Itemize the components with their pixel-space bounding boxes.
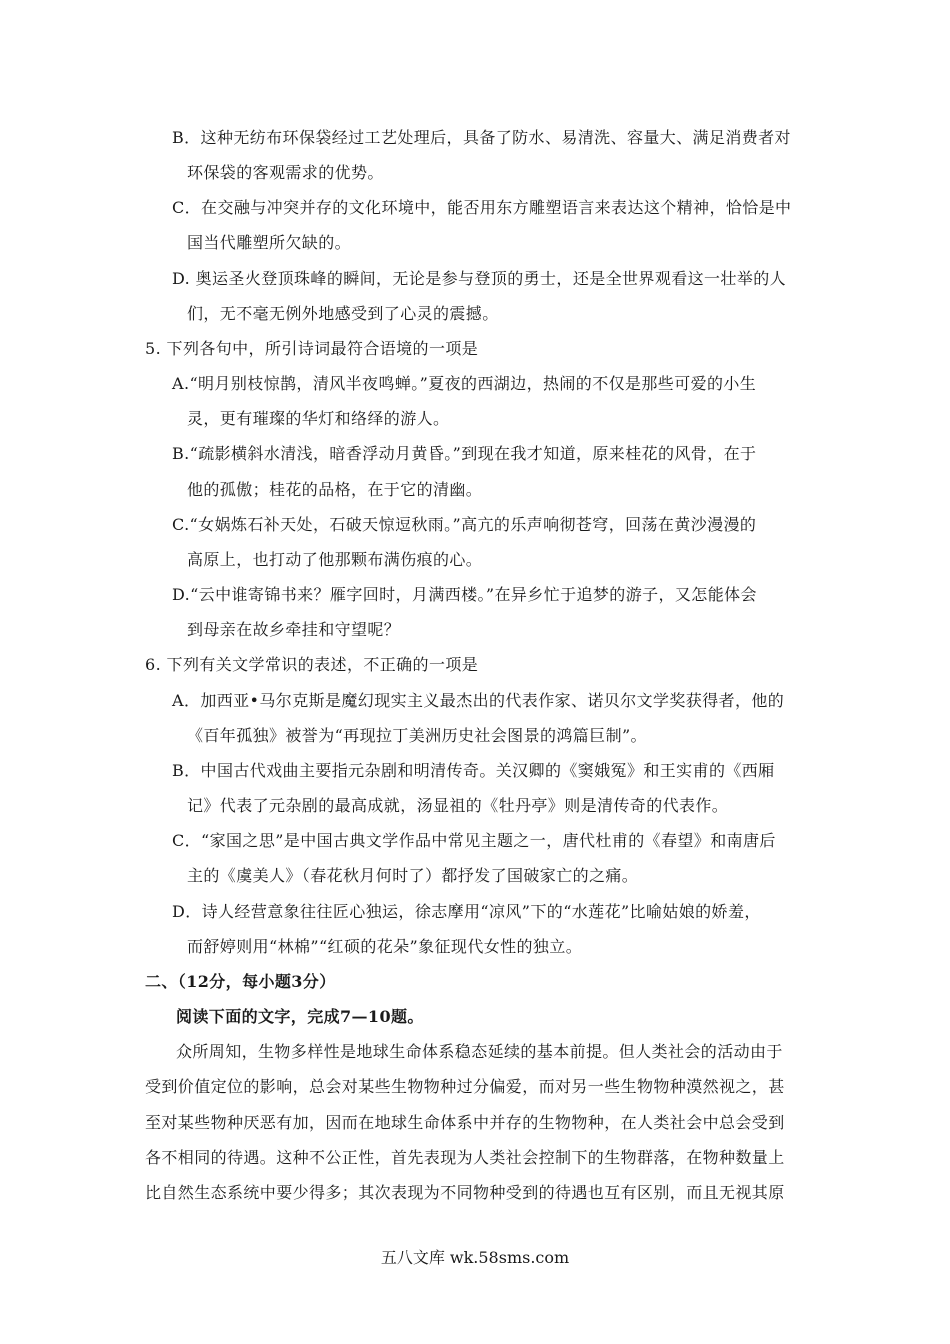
q5-option-c-line1: C.“女娲炼石补天处，石破天惊逗秋雨。”高亢的乐声响彻苍穹，回荡在黄沙漫漫的 [172, 515, 757, 534]
q5-option-b-line1: B.“疏影横斜水清浅，暗香浮动月黄昏。”到现在我才知道，原来桂花的风骨，在于 [172, 444, 757, 463]
q6-option-a-line2: 《百年孤独》被誉为“再现拉丁美洲历史社会图景的鸿篇巨制”。 [187, 726, 647, 745]
q4-option-c-line1: C．在交融与冲突并存的文化环境中，能否用东方雕塑语言来表达这个精神，恰恰是中 [172, 198, 792, 217]
q6-option-b-line1: B．中国古代戏曲主要指元杂剧和明清传奇。关汉卿的《窦娥冤》和王实甫的《西厢 [172, 761, 775, 780]
q6-option-c-line1: C．“家国之思”是中国古典文学作品中常见主题之一，唐代杜甫的《春望》和南唐后 [172, 831, 776, 850]
reading-instruction: 阅读下面的文字，完成7—10题。 [176, 1007, 424, 1026]
q6-option-b-line2: 记》代表了元杂剧的最高成就，汤显祖的《牡丹亭》则是清传奇的代表作。 [187, 796, 729, 815]
q5-stem: 5. 下列各句中，所引诗词最符合语境的一项是 [145, 339, 479, 358]
q6-option-d-line2: 而舒婷则用“林棉”“红硕的花朵”象征现代女性的独立。 [187, 937, 583, 956]
q6-option-a-line1: A．加西亚•马尔克斯是魔幻现实主义最杰出的代表作家、诺贝尔文学奖获得者，他的 [172, 691, 785, 710]
q4-option-d-line1: D. 奥运圣火登顶珠峰的瞬间，无论是参与登顶的勇士，还是全世界观看这一壮举的人 [172, 269, 787, 288]
q4-option-b-line2: 环保袋的客观需求的优势。 [187, 163, 384, 182]
q4-option-d-line2: 们，无不毫无例外地感受到了心灵的震撼。 [187, 304, 499, 323]
q5-option-a-line1: A.“明月别枝惊鹊，清风半夜鸣蝉。”夏夜的西湖边，热闹的不仅是那些可爱的小生 [172, 374, 757, 393]
passage-line: 比自然生态系统中要少得多；其次表现为不同物种受到的待遇也互有区别，而且无视其原 [145, 1183, 785, 1202]
q4-option-c-line2: 国当代雕塑所欠缺的。 [187, 233, 352, 252]
q5-option-d-line1: D.“云中谁寄锦书来？雁字回时，月满西楼。”在异乡忙于追梦的游子，又怎能体会 [172, 585, 757, 604]
q5-option-b-line2: 他的孤傲；桂花的品格，在于它的清幽。 [187, 480, 483, 499]
q5-option-a-line2: 灵，更有璀璨的华灯和络绎的游人。 [187, 409, 450, 428]
q4-option-b-line1: B．这种无纺布环保袋经过工艺处理后，具备了防水、易清洗、容量大、满足消费者对 [172, 128, 791, 147]
passage-line: 众所周知，生物多样性是地球生命体系稳态延续的基本前提。但人类社会的活动由于 [176, 1042, 783, 1061]
q5-option-d-line2: 到母亲在故乡牵挂和守望呢？ [187, 620, 401, 639]
q6-option-c-line2: 主的《虞美人》（春花秋月何时了）都抒发了国破家亡的之痛。 [187, 866, 639, 885]
passage-line: 各不相同的待遇。这种不公正性，首先表现为人类社会控制下的生物群落，在物种数量上 [145, 1148, 785, 1167]
page-footer: 五八文库 wk.58sms.com [380, 1248, 570, 1267]
q5-option-c-line2: 高原上，也打动了他那颗布满伤痕的心。 [187, 550, 483, 569]
section-two-heading: 二、（12分，每小题3分） [145, 972, 336, 991]
passage-line: 受到价值定位的影响，总会对某些生物物种过分偏爱，而对另一些生物物种漠然视之，甚 [145, 1077, 785, 1096]
passage-line: 至对某些物种厌恶有加，因而在地球生命体系中并存的生物物种，在人类社会中总会受到 [145, 1113, 785, 1132]
q6-stem: 6. 下列有关文学常识的表述，不正确的一项是 [145, 655, 479, 674]
q6-option-d-line1: D．诗人经营意象往往匠心独运，徐志摩用“凉风”下的“水莲花”比喻姑娘的娇羞， [172, 902, 761, 921]
